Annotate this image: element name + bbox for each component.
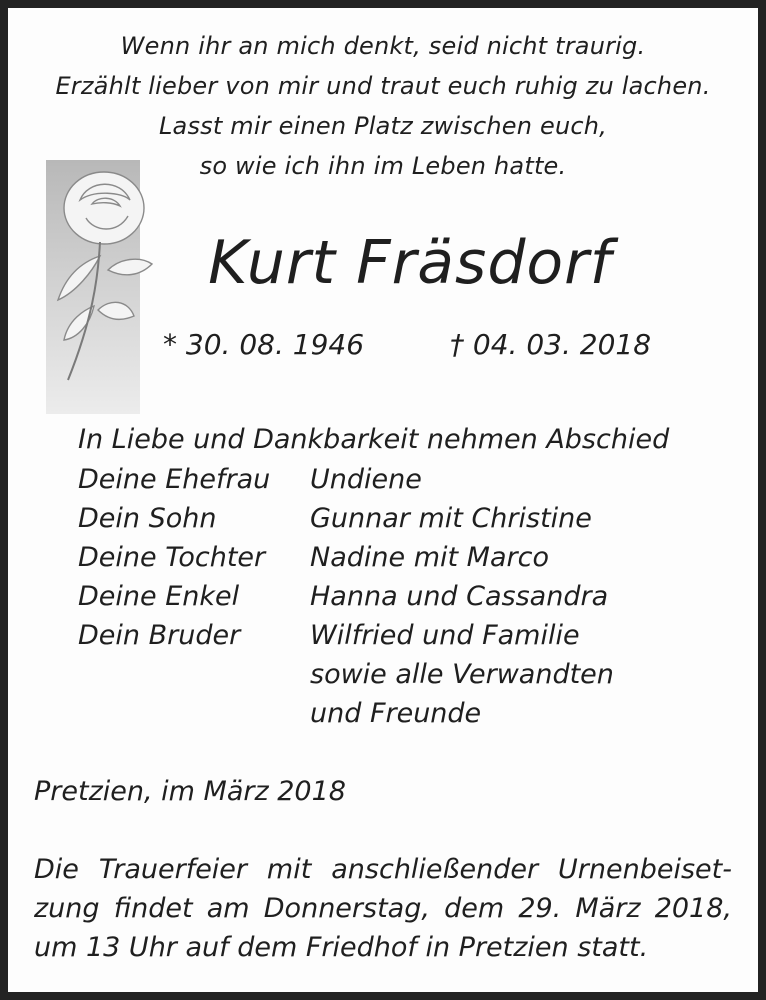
mourner-names: Gunnar mit Christine [310, 503, 592, 534]
mourner-relation: Dein Bruder [78, 620, 241, 651]
death-date: † 04. 03. 2018 [450, 328, 652, 361]
place-date: Pretzien, im März 2018 [34, 776, 346, 807]
mourner-relation: Deine Enkel [78, 581, 240, 612]
mourner-relation: Deine Tochter [78, 542, 266, 573]
funeral-notice-line-2: zung findet am Donnerstag, dem 29. März 2018, [34, 893, 732, 924]
poem-line-2: Erzählt lieber von mir und traut euch ruhig zu lachen. [55, 72, 711, 100]
mourner-names: Undiene [310, 464, 422, 495]
others-line-1: sowie alle Verwandten [310, 659, 614, 690]
mourner-names: Hanna und Cassandra [310, 581, 609, 612]
birth-date: * 30. 08. 1946 [163, 328, 365, 361]
mourner-names: Wilfried und Familie [310, 620, 580, 651]
funeral-notice-line-3: um 13 Uhr auf dem Friedhof in Pretzien statt. [34, 932, 649, 963]
deceased-name: Kurt Fräsdorf [208, 228, 612, 298]
mourner-relation: Deine Ehefrau [78, 464, 271, 495]
mourner-names: Nadine mit Marco [310, 542, 549, 573]
farewell-intro: In Liebe und Dankbarkeit nehmen Abschied [78, 424, 670, 455]
funeral-notice-line-1: Die Trauerfeier mit anschließender Urnenbeiset- [34, 854, 732, 885]
mourner-relation: Dein Sohn [78, 503, 217, 534]
poem-line-4: so wie ich ihn im Leben hatte. [199, 152, 567, 180]
others-line-2: und Freunde [310, 698, 482, 729]
poem-line-3: Lasst mir einen Platz zwischen euch, [158, 112, 608, 140]
poem-line-1: Wenn ihr an mich denkt, seid nicht traurig. [120, 32, 646, 60]
